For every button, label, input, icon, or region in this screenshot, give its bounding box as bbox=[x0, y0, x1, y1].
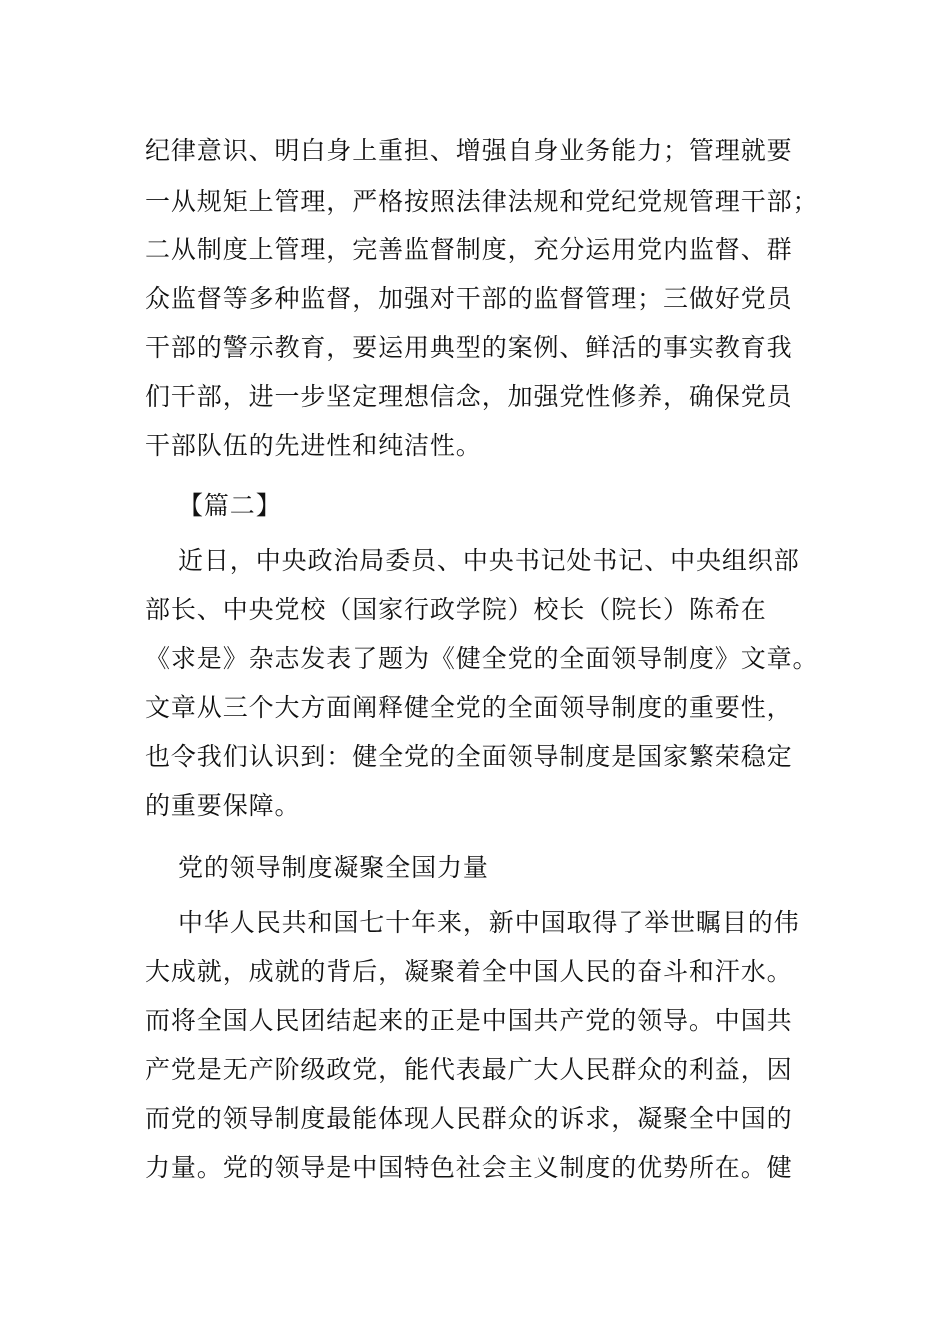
text-line: 纪律意识、明白身上重担、增强自身业务能力；管理就要 bbox=[145, 136, 793, 165]
text-line: 二从制度上管理，完善监督制度，充分运用党内监督、群 bbox=[145, 235, 793, 264]
text-line: 干部队伍的先进性和纯洁性。 bbox=[145, 431, 482, 460]
text-line: 大成就，成就的背后，凝聚着全中国人民的奋斗和汗水。 bbox=[145, 957, 793, 986]
subheading: 党的领导制度凝聚全国力量 bbox=[178, 853, 489, 882]
section-heading: 【篇二】 bbox=[178, 491, 282, 520]
text-line: 干部的警示教育，要运用典型的案例、鲜活的事实教育我 bbox=[145, 333, 793, 362]
text-line: 的重要保障。 bbox=[145, 791, 301, 820]
text-line: 众监督等多种监督，加强对干部的监督管理；三做好党员 bbox=[145, 284, 793, 313]
text-line: 部长、中央党校（国家行政学院）校长（院长）陈希在 bbox=[145, 595, 767, 624]
text-line: 们干部，进一步坚定理想信念，加强党性修养，确保党员 bbox=[145, 382, 793, 411]
text-line: 而将全国人民团结起来的正是中国共产党的领导。中国共 bbox=[145, 1006, 793, 1035]
paragraph-first-line: 近日，中央政治局委员、中央书记处书记、中央组织部 bbox=[178, 546, 800, 575]
paragraph-first-line: 中华人民共和国七十年来，新中国取得了举世瞩目的伟 bbox=[178, 908, 800, 937]
text-line: 力量。党的领导是中国特色社会主义制度的优势所在。健 bbox=[145, 1153, 793, 1182]
text-line: 文章从三个大方面阐释健全党的全面领导制度的重要性， bbox=[145, 693, 793, 722]
text-line: 产党是无产阶级政党，能代表最广大人民群众的利益，因 bbox=[145, 1055, 793, 1084]
text-line: 《求是》杂志发表了题为《健全党的全面领导制度》文章。 bbox=[145, 644, 819, 673]
text-line: 一从规矩上管理，严格按照法律法规和党纪党规管理干部； bbox=[145, 187, 819, 216]
text-line: 而党的领导制度最能体现人民群众的诉求，凝聚全中国的 bbox=[145, 1104, 793, 1133]
text-line: 也令我们认识到：健全党的全面领导制度是国家繁荣稳定 bbox=[145, 742, 793, 771]
